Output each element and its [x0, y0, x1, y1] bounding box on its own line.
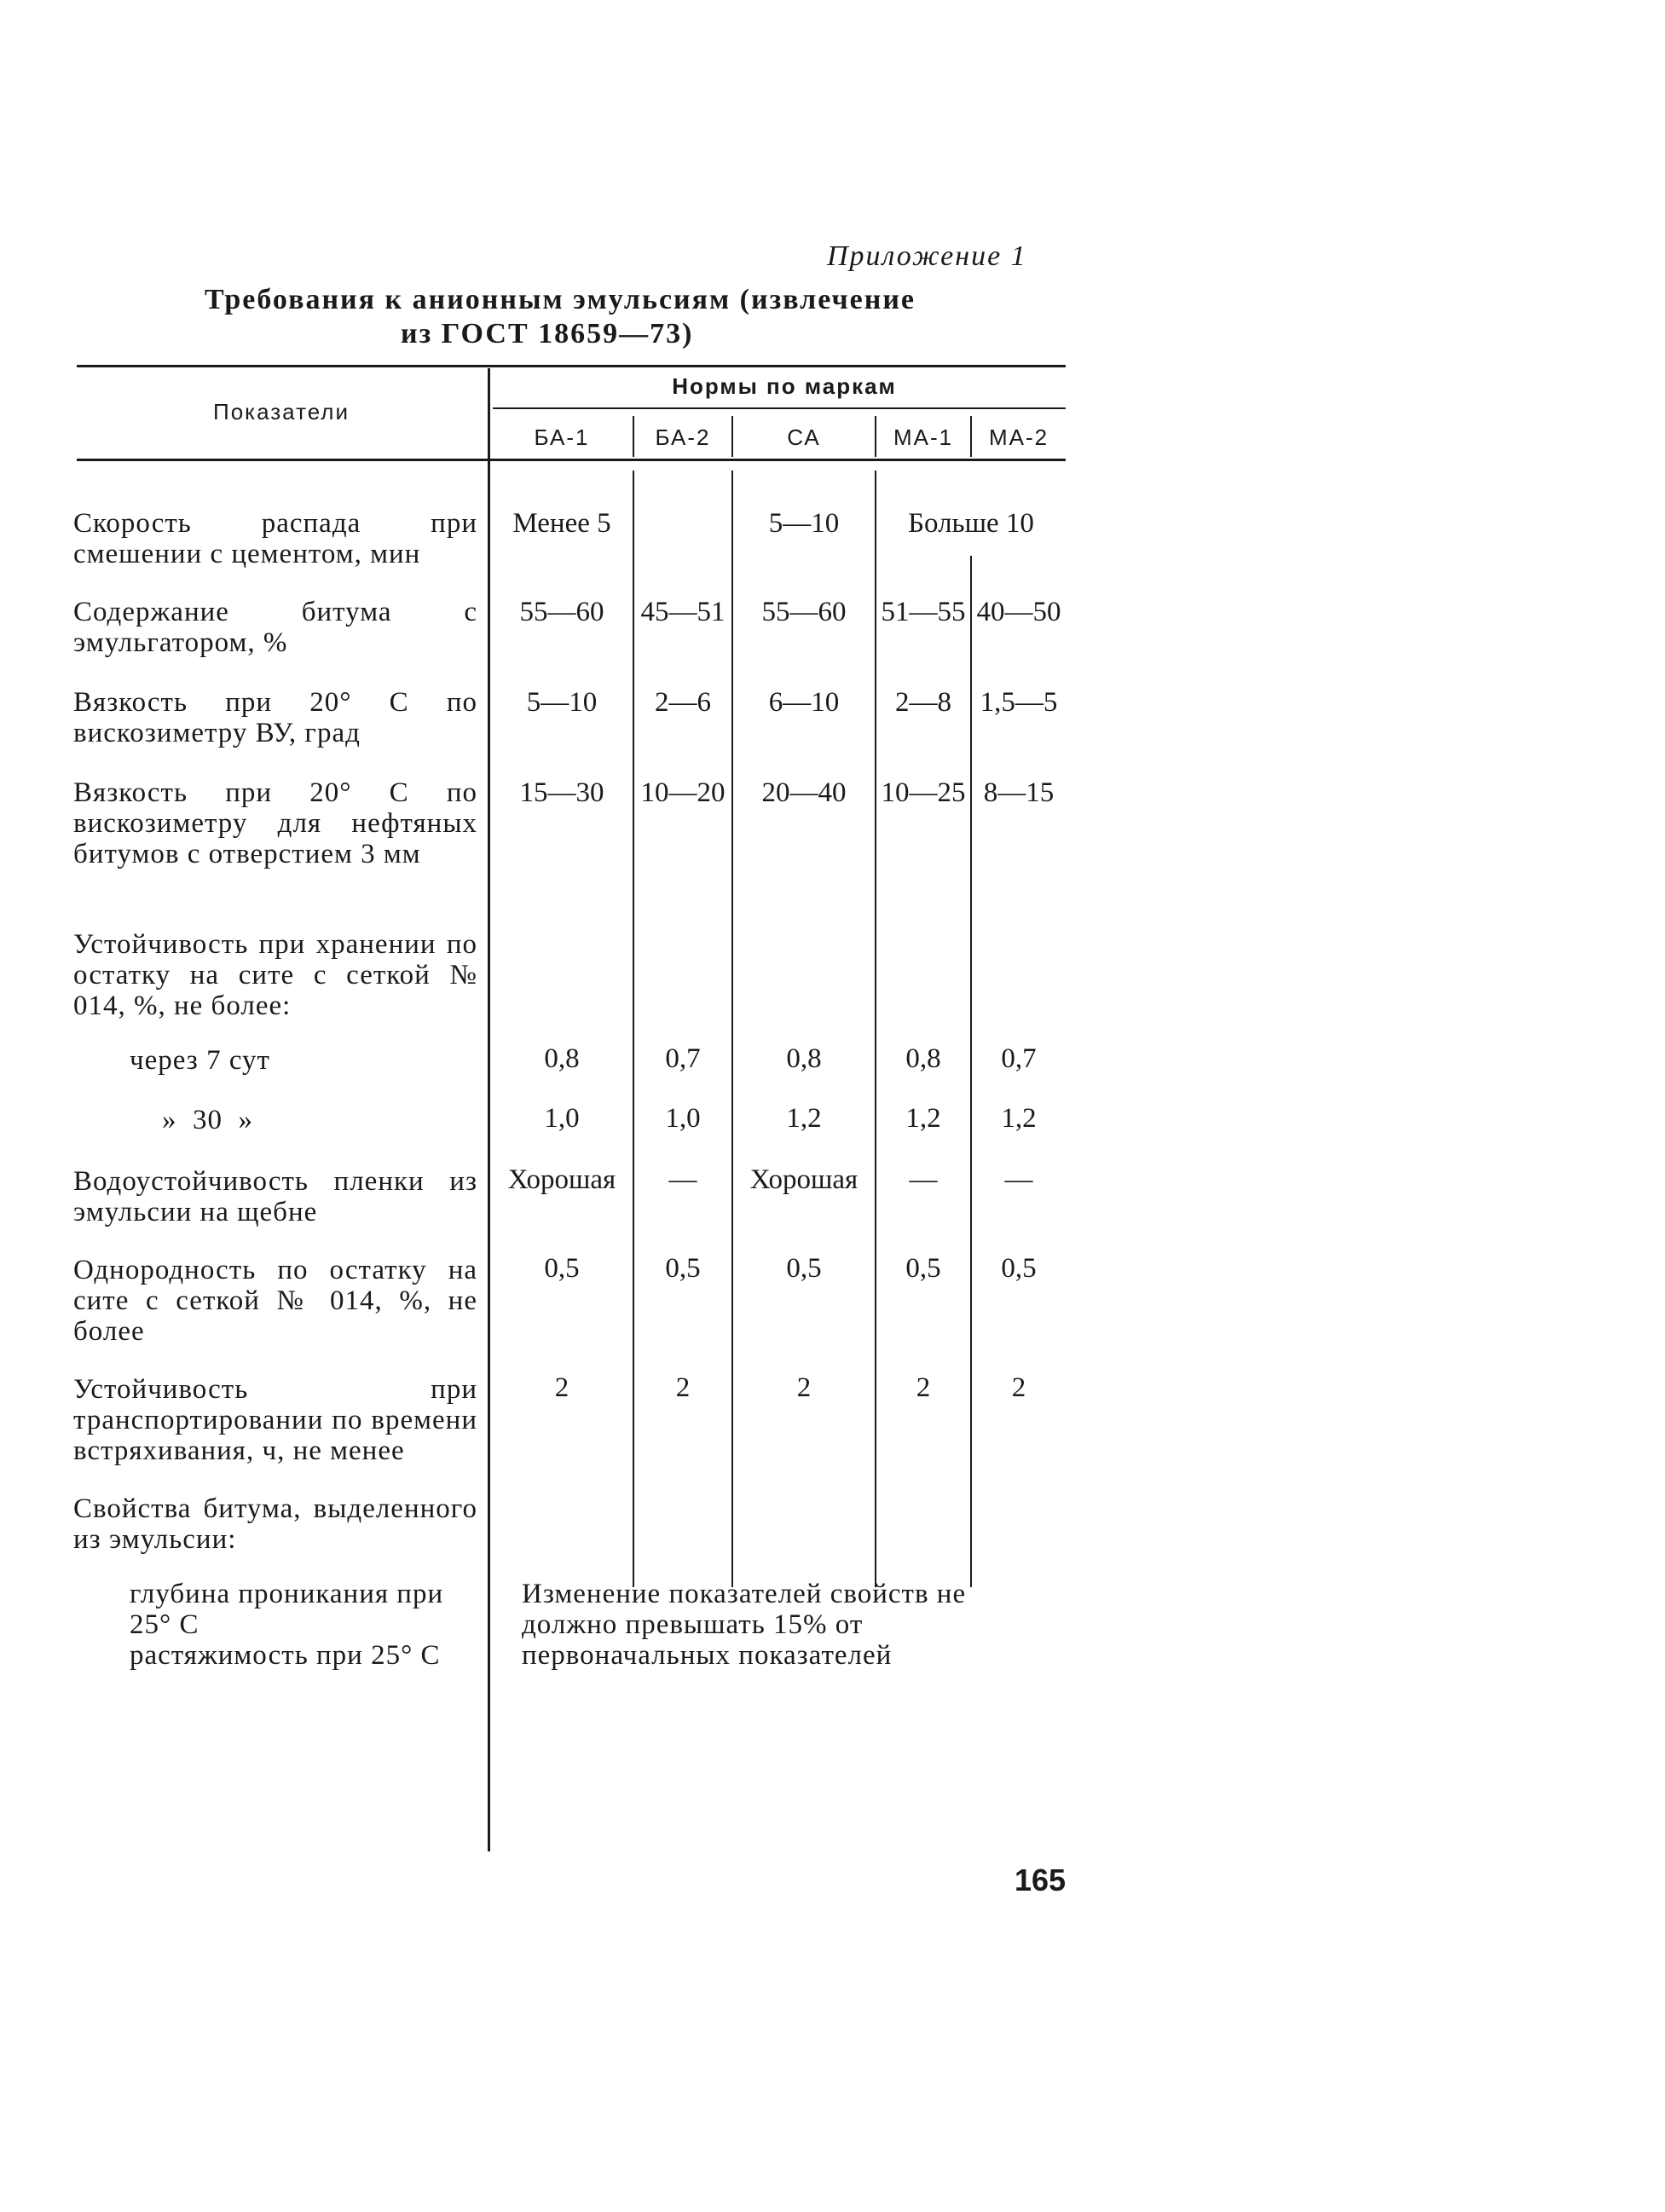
header-norms: Нормы по маркам — [672, 373, 897, 399]
cell-bitumen-ma1: 51—55 — [881, 597, 966, 627]
cell-transport-ba2: 2 — [675, 1372, 691, 1403]
cell-7days-ma1: 0,8 — [905, 1043, 941, 1074]
cell-transport-ma2: 2 — [1011, 1372, 1026, 1403]
cell-breakdown-sa: 5—10 — [768, 508, 840, 539]
cell-30days-ba2: 1,0 — [665, 1103, 701, 1134]
cell-viscvu-ba1: 5—10 — [526, 687, 598, 718]
cell-water-sa: Хорошая — [749, 1164, 859, 1195]
cell-7days-ba1: 0,8 — [544, 1043, 580, 1074]
header-grade-ma1: МА-1 — [893, 424, 954, 450]
cell-water-ma2: — — [1004, 1164, 1033, 1195]
header-grade-sa: СА — [787, 424, 821, 450]
cell-30days-ba1: 1,0 — [544, 1103, 580, 1134]
cell-viscvu-ba2: 2—6 — [655, 687, 711, 718]
cell-viscoil-sa: 20—40 — [761, 777, 847, 808]
header-grade-ba2: БА-2 — [655, 424, 711, 450]
row-label-homogeneity: Однородность по остатку на сите с сеткой № 014, %, не более — [73, 1255, 477, 1347]
row-label-transport-stability: Устойчивость при транспортировании по времени встряхивания, ч, не менее — [73, 1374, 477, 1466]
column-divider-ba2 — [633, 471, 634, 1587]
row-label-viscosity-vu: Вязкость при 20° С по вискозиметру ВУ, град — [73, 687, 477, 748]
cell-viscoil-ba2: 10—20 — [640, 777, 726, 808]
cell-water-ba2: — — [668, 1164, 697, 1195]
cell-7days-sa: 0,8 — [786, 1043, 822, 1074]
cell-homog-ma1: 0,5 — [905, 1253, 941, 1284]
cell-transport-ma1: 2 — [916, 1372, 931, 1403]
row-label-penetration: глубина проникания при 25° С — [130, 1579, 444, 1640]
cell-transport-sa: 2 — [796, 1372, 812, 1403]
row-label-water-resistance: Водоустойчивость пленки из эмульсии на щебне — [73, 1166, 477, 1227]
cell-30days-ma1: 1,2 — [905, 1103, 941, 1134]
cell-homog-sa: 0,5 — [786, 1253, 822, 1284]
document-title — [205, 283, 972, 351]
cell-water-ma1: — — [909, 1164, 938, 1195]
page-number: 165 — [1015, 1863, 1067, 1897]
cell-homog-ba2: 0,5 — [665, 1253, 701, 1284]
row-label-breakdown-speed: Скорость распада при смешении с цементом, мин — [73, 508, 477, 569]
cell-7days-ba2: 0,7 — [665, 1043, 701, 1074]
title-line-1: Требования к анионным эмульсиям (извлечение — [205, 284, 916, 315]
cell-bitumen-ba1: 55—60 — [519, 597, 604, 627]
cell-bitumen-ba2: 45—51 — [640, 597, 726, 627]
row-label-7-days: через 7 сут — [130, 1045, 270, 1076]
column-divider-sa — [731, 471, 733, 1587]
column-divider-ma1 — [875, 471, 876, 1587]
row-label-30-days: » 30 » — [162, 1105, 253, 1135]
cell-viscoil-ma1: 10—25 — [881, 777, 966, 808]
header-grade-ba1: БА-1 — [534, 424, 590, 450]
appendix-label: Приложение 1 — [827, 240, 1027, 272]
cell-bitumen-ma2: 40—50 — [976, 597, 1061, 627]
cell-transport-ba1: 2 — [554, 1372, 569, 1403]
row-label-ductility: растяжимость при 25° С — [130, 1640, 441, 1671]
cell-viscoil-ba1: 15—30 — [519, 777, 604, 808]
title-line-2: из ГОСТ 18659—73) — [401, 318, 694, 349]
row-label-viscosity-oil: Вязкость при 20° С по вискозиметру для нефтяных битумов с отверстием 3 мм — [73, 777, 477, 869]
cell-breakdown-ba1: Менее 5 — [512, 508, 611, 539]
header-mid-rule — [493, 407, 1066, 409]
row-label-bitumen-properties: Свойства битума, выделенного из эмульсии: — [73, 1493, 477, 1555]
header-bottom-rule — [77, 459, 1066, 461]
cell-bitumen-sa: 55—60 — [761, 597, 847, 627]
footnote-change-limit: Изменение показателей свойств не должно превышать 15% от первоначальных показателей — [522, 1579, 967, 1671]
table-top-rule — [77, 365, 1066, 367]
cell-water-ba1: Хорошая — [507, 1164, 616, 1195]
cell-homog-ma2: 0,5 — [1001, 1253, 1037, 1284]
header-indicators: Показатели — [213, 399, 350, 424]
row-label-storage-stability: Устойчивость при хранении по остатку на сите с сеткой № 014, %, не более: — [73, 929, 477, 1021]
cell-7days-ma2: 0,7 — [1001, 1043, 1037, 1074]
cell-30days-ma2: 1,2 — [1001, 1103, 1037, 1134]
cell-homog-ba1: 0,5 — [544, 1253, 580, 1284]
header-grade-ma2: МА-2 — [988, 424, 1049, 450]
cell-viscvu-sa: 6—10 — [768, 687, 840, 718]
cell-viscvu-ma2: 1,5—5 — [980, 687, 1058, 718]
row-label-bitumen-content: Содержание битума с эмульгатором, % — [73, 597, 477, 658]
cell-30days-sa: 1,2 — [786, 1103, 822, 1134]
cell-breakdown-ma: Больше 10 — [908, 508, 1034, 539]
cell-viscvu-ma1: 2—8 — [895, 687, 951, 718]
cell-viscoil-ma2: 8—15 — [983, 777, 1055, 808]
